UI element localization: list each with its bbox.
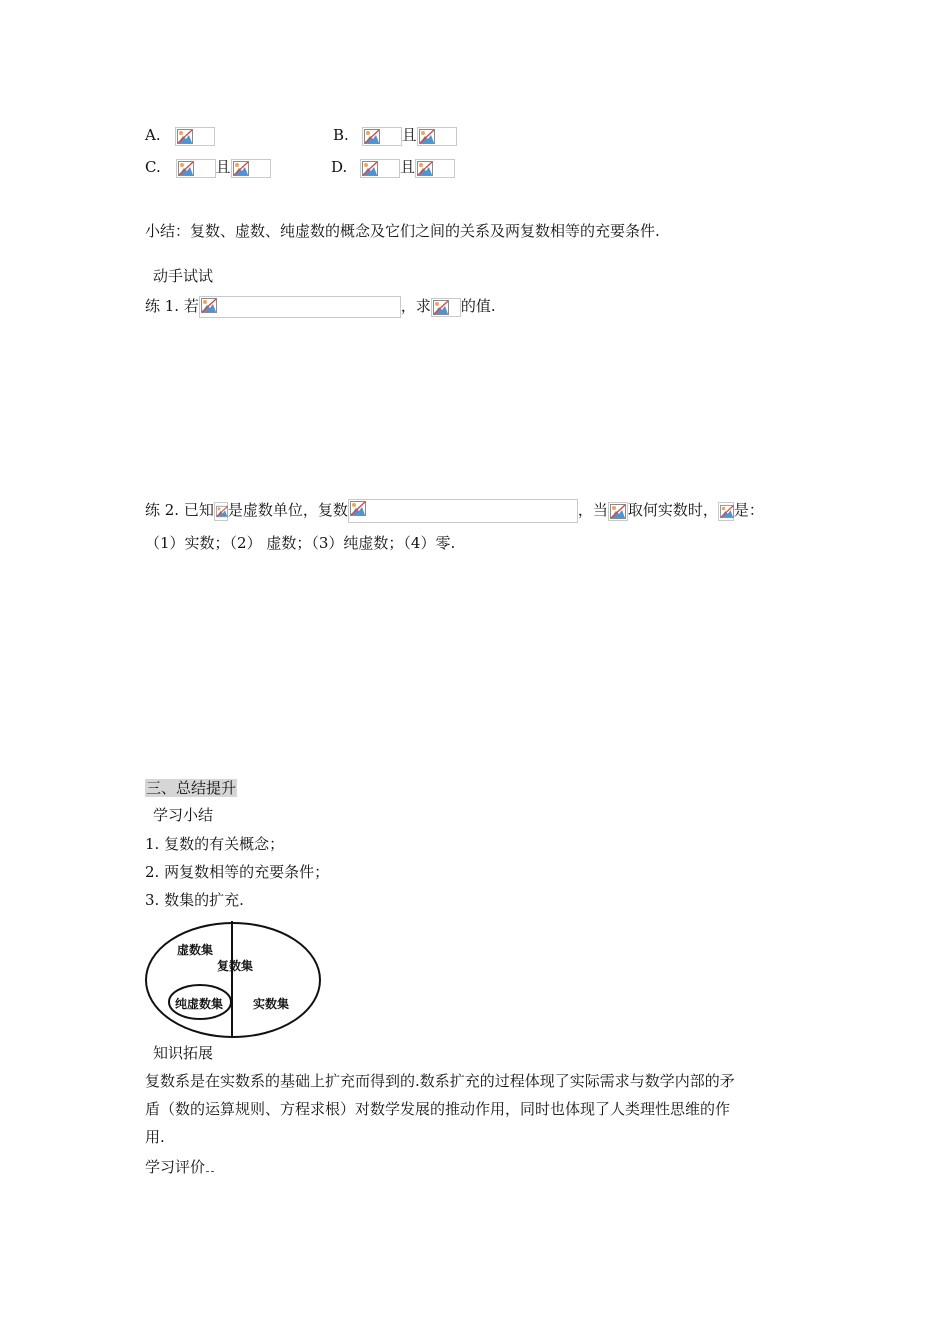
broken-image-icon — [720, 504, 734, 519]
exercise-2 — [145, 499, 764, 519]
broken-image-icon — [364, 129, 380, 144]
number-set-diagram — [145, 915, 325, 1040]
exercise-1-variable-image — [431, 298, 461, 317]
exercise-2-text-2: ，当 — [577, 501, 608, 519]
evaluation-heading — [145, 1157, 214, 1177]
section-3-title — [145, 778, 237, 798]
option-b-formula-image-1 — [362, 127, 402, 146]
option-b — [333, 125, 457, 145]
exercise-1-prefix: 练 1. 若 — [145, 297, 199, 315]
exercise-2-options: （1）实数；（2） 虚数；（3）纯虚数；（4）零. — [145, 534, 456, 552]
pure-imaginary-set-label: 纯虚数集 — [175, 997, 224, 1011]
imaginary-set-label: 虚数集 — [177, 943, 214, 957]
option-d-formula-image-2 — [415, 159, 455, 178]
exercise-1-suffix: 的值. — [460, 297, 496, 315]
option-b-formula-image-2 — [417, 127, 457, 146]
practice-heading: 动手试试 — [153, 267, 214, 285]
option-d-conjunction: 且 — [400, 158, 416, 176]
broken-image-icon — [610, 504, 626, 519]
broken-image-icon — [419, 129, 435, 144]
exercise-1-equation-image — [199, 296, 401, 318]
option-a-formula-image — [175, 127, 215, 146]
broken-image-icon — [433, 300, 449, 315]
option-row-ab — [145, 125, 215, 145]
extension-line-1: 复数系是在实数系的基础上扩充而得到的.数系扩充的过程体现了实际需求与数学内部的矛 — [145, 1072, 735, 1090]
option-c-conjunction: 且 — [215, 158, 231, 176]
option-c-formula-image-2 — [231, 159, 271, 178]
summary-item-1: 1. 复数的有关概念； — [145, 835, 285, 853]
broken-image-icon — [362, 161, 378, 176]
summary-item-2: 2. 两复数相等的充要条件； — [145, 863, 330, 881]
option-c-formula-image-1 — [176, 159, 216, 178]
exercise-2-z-image — [718, 502, 734, 521]
broken-image-icon — [350, 501, 366, 516]
evaluation-heading-text: 学习评价 — [145, 1158, 206, 1176]
exercise-2-prefix: 练 2. 已知 — [145, 501, 214, 519]
option-a-label: A. — [145, 126, 161, 144]
evaluation-underline — [206, 1171, 214, 1172]
option-c-label: C. — [145, 158, 161, 176]
complex-set-label: 复数集 — [217, 959, 254, 973]
exercise-2-i-image — [214, 502, 228, 521]
broken-image-icon — [201, 298, 217, 313]
exercise-2-complex-image — [348, 499, 578, 523]
option-d — [331, 157, 455, 177]
broken-image-icon — [233, 161, 249, 176]
broken-image-icon — [177, 129, 193, 144]
broken-image-icon — [417, 161, 433, 176]
summary-text: 小结：复数、虚数、纯虚数的概念及它们之间的关系及两复数相等的充要条件. — [145, 222, 660, 240]
exercise-1 — [145, 296, 496, 316]
extension-line-2: 盾（数的运算规则、方程求根）对数学发展的推动作用，同时也体现了人类理性思维的作 — [145, 1100, 731, 1118]
exercise-2-m-image — [608, 502, 628, 521]
extension-line-3: 用. — [145, 1128, 165, 1146]
option-c — [145, 157, 271, 177]
exercise-1-mid: ，求 — [400, 297, 431, 315]
option-d-formula-image-1 — [360, 159, 400, 178]
broken-image-icon — [178, 161, 194, 176]
section-3-title-text: 三、总结提升 — [146, 779, 237, 797]
learning-summary-heading: 学习小结 — [153, 806, 214, 824]
exercise-2-text-3: 取何实数时， — [627, 501, 718, 519]
exercise-2-text-4: 是： — [733, 501, 764, 519]
extension-heading: 知识拓展 — [153, 1044, 214, 1062]
real-set-label: 实数集 — [253, 997, 290, 1011]
option-d-label: D. — [331, 158, 348, 176]
broken-image-icon — [216, 504, 228, 519]
exercise-2-text-1: 是虚数单位，复数 — [227, 501, 348, 519]
summary-item-3: 3. 数集的扩充. — [145, 891, 244, 909]
option-b-conjunction: 且 — [401, 126, 417, 144]
option-b-label: B. — [333, 126, 349, 144]
number-set-diagram-svg — [145, 915, 325, 1040]
